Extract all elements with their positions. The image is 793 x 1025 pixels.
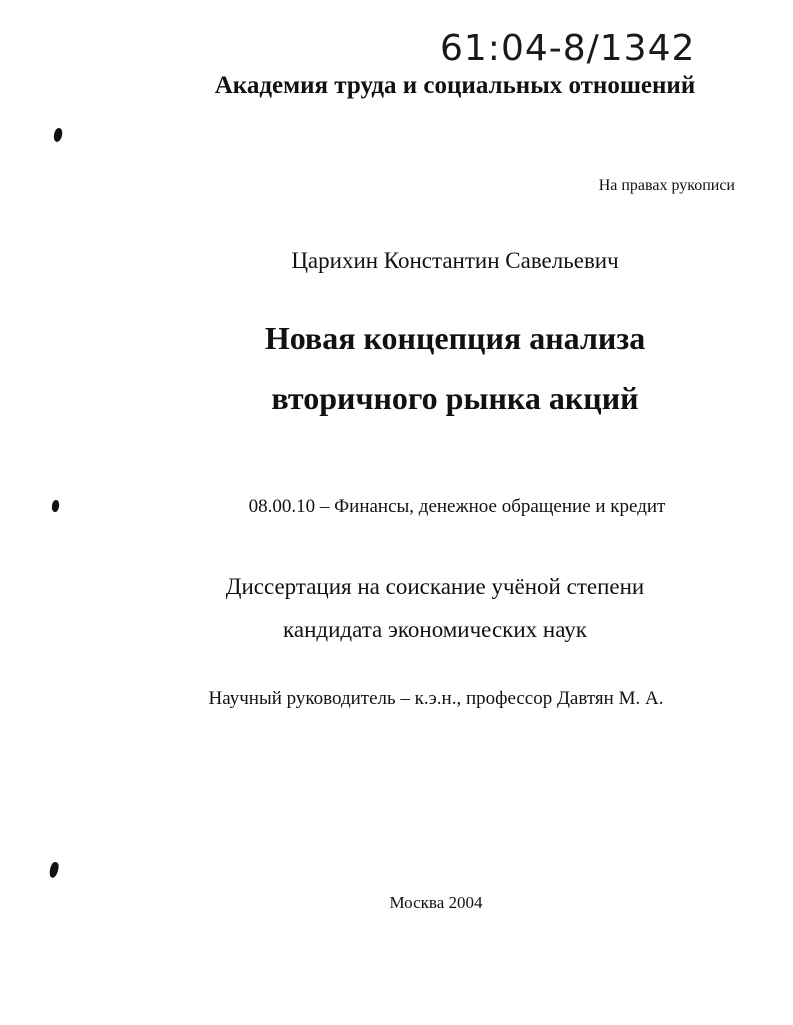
handwritten-archive-code-text: 61:04-8/1342 <box>440 28 696 69</box>
specialty-code: 08.00.10 – Финансы, денежное обращение и кредит <box>248 496 666 517</box>
title-line-2: вторичного рынка акций <box>271 380 639 416</box>
academy-name: Академия труда и социальных отношений <box>214 72 696 99</box>
manuscript-rights-note: На правах рукописи <box>598 177 735 194</box>
binding-hole-mark-bottom <box>48 861 60 878</box>
title-line-1: Новая концепция анализа <box>264 320 646 356</box>
handwritten-archive-code <box>440 20 710 70</box>
handwritten-archive-code-drawing <box>440 20 710 70</box>
binding-hole-mark-top <box>53 127 64 142</box>
city-year: Москва 2004 <box>389 893 483 912</box>
author-name: Царихин Константин Савельевич <box>291 248 619 273</box>
scientific-advisor: Научный руководитель – к.э.н., профессор Давтян М. А. <box>208 688 664 709</box>
dissertation-degree-line-2: кандидата экономических наук <box>283 617 587 642</box>
dissertation-degree-line-1: Диссертация на соискание учёной степени <box>225 574 645 599</box>
